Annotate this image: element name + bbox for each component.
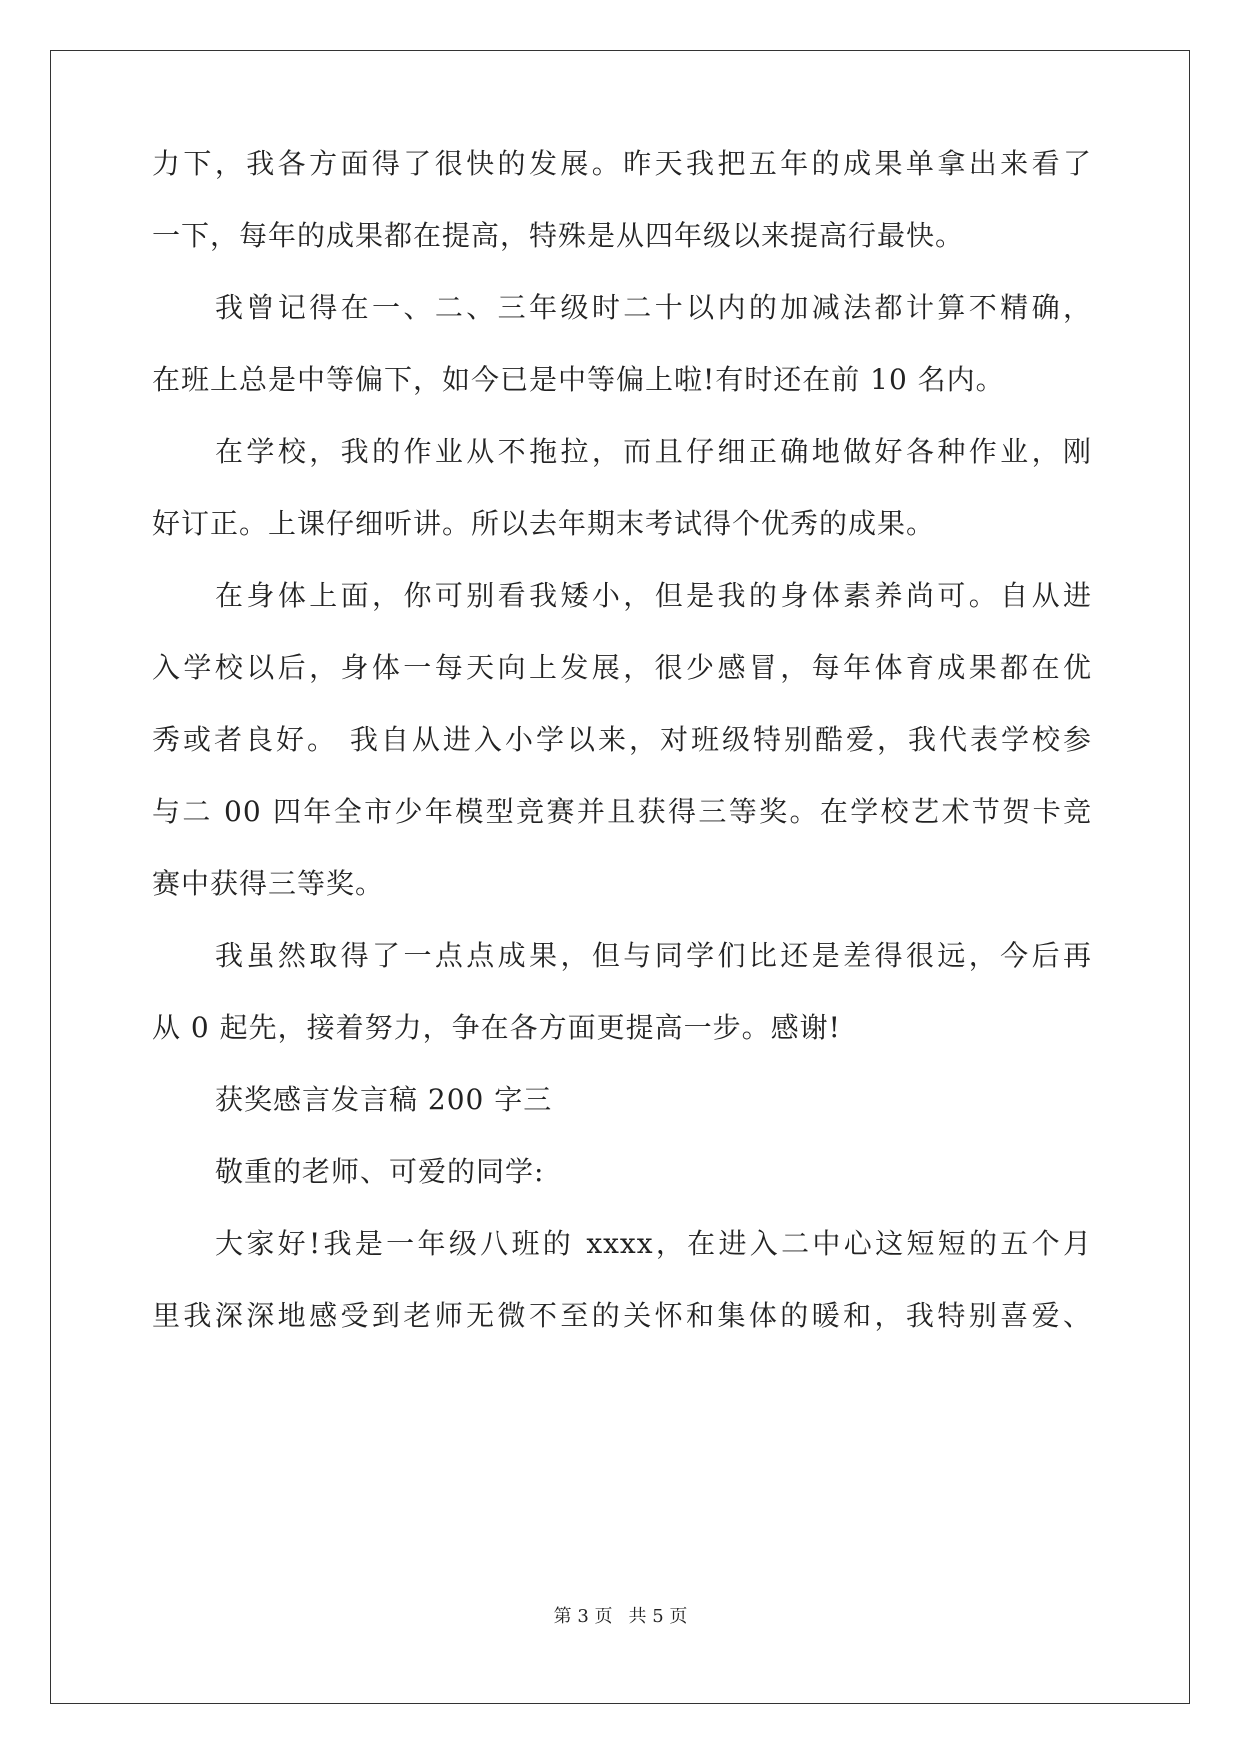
text-line: 在学校，我的作业从不拖拉，而且仔细正确地做好各种作业，刚 bbox=[215, 435, 1092, 468]
text-line: 里我深深地感受到老师无微不至的关怀和集体的暖和，我特别喜爱、 bbox=[152, 1299, 1092, 1332]
text-line: 赛中获得三等奖。 bbox=[152, 867, 385, 900]
salutation: 敬重的老师、可爱的同学: bbox=[215, 1155, 545, 1188]
page-total: 共 5 页 bbox=[628, 1606, 688, 1627]
text-line: 我虽然取得了一点点成果，但与同学们比还是差得很远，今后再 bbox=[215, 939, 1092, 972]
text-line: 在班上总是中等偏下，如今已是中等偏上啦!有时还在前 10 名内。 bbox=[152, 363, 1005, 396]
text-line: 与二 00 四年全市少年模型竞赛并且获得三等奖。在学校艺术节贺卡竞 bbox=[152, 795, 1092, 828]
text-line: 秀或者良好。 我自从进入小学以来，对班级特别酷爱，我代表学校参 bbox=[152, 723, 1092, 756]
page-number: 第 3 页 bbox=[553, 1606, 613, 1627]
section-heading: 获奖感言发言稿 200 字三 bbox=[215, 1083, 553, 1116]
text-line: 一下，每年的成果都在提高，特殊是从四年级以来提高行最快。 bbox=[152, 219, 965, 252]
text-line: 入学校以后，身体一每天向上发展，很少感冒，每年体育成果都在优 bbox=[152, 651, 1092, 684]
text-line: 力下，我各方面得了很快的发展。昨天我把五年的成果单拿出来看了 bbox=[152, 147, 1092, 180]
text-line: 在身体上面，你可别看我矮小，但是我的身体素养尚可。自从进 bbox=[215, 579, 1092, 612]
text-line: 大家好!我是一年级八班的 xxxx，在进入二中心这短短的五个月 bbox=[215, 1227, 1092, 1260]
text-line: 我曾记得在一、二、三年级时二十以内的加减法都计算不精确， bbox=[215, 291, 1092, 324]
text-line: 从 0 起先，接着努力，争在各方面更提高一步。感谢! bbox=[152, 1011, 841, 1044]
document-body bbox=[152, 147, 1092, 1374]
page-footer bbox=[0, 1602, 1241, 1628]
text-line: 好订正。上课仔细听讲。所以去年期末考试得个优秀的成果。 bbox=[152, 507, 936, 540]
